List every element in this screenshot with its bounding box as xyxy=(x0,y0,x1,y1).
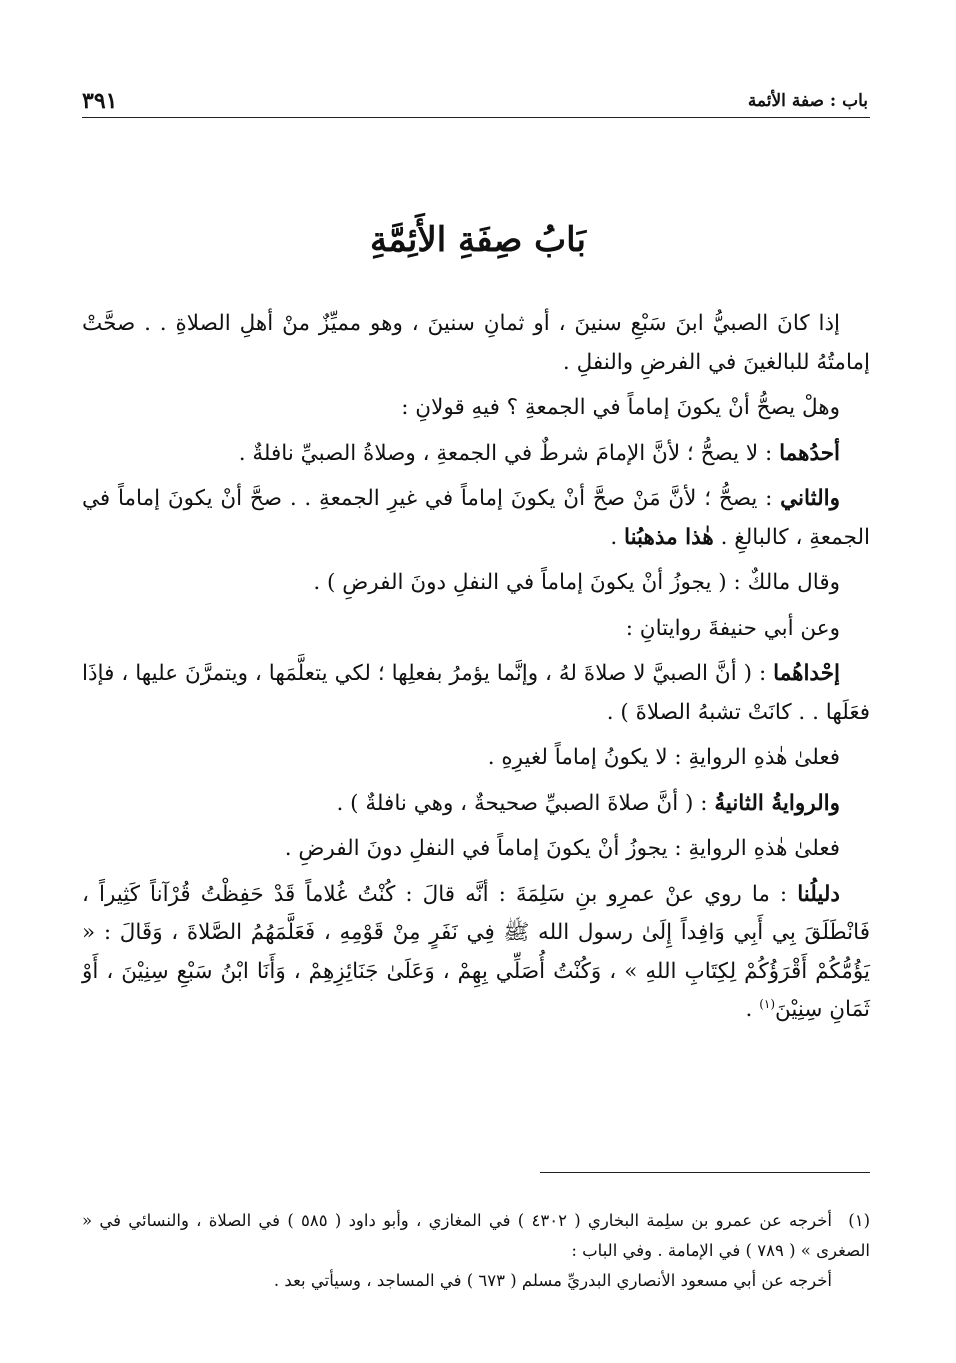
paragraph-text: فعلىٰ هٰذهِ الروايةِ : لا يكونُ إماماً لغيرِهِ . xyxy=(487,745,840,770)
label-riwaya2: والروايةُ الثانيةُ xyxy=(714,790,840,816)
footnote xyxy=(82,1206,870,1266)
paragraph-text: ( أنَّ الصبيَّ لا صلاةَ لهُ ، وإنَّما يؤمرُ بفعلِها ؛ لكي يتعلَّمَها ، ويتمرَّنَ عليها ، فإذَا فعَلَها . . كانَتْ تشبهُ الصلاةَ ) . xyxy=(82,661,870,725)
footnote-marker: (١) xyxy=(848,1211,870,1230)
madhab-statement: هٰذا مذهبُنا xyxy=(624,524,714,550)
paragraph xyxy=(82,739,870,778)
label-dalil: دليلُنا xyxy=(797,881,840,907)
paragraph-text: : ما روي عنْ عمرِو بنِ سَلِمَةَ : أنَّه قالَ : كُنْتُ غُلاماً قَدْ حَفِظْتُ قُرْآناً كَثِيراً ، فَانْطَلَقَ بِي أَبِي وَافِداً إِلَىٰ رسول الله ﷺ فِي نَفَرٍ مِنْ قَوْمِهِ ، فَعَلَّمَهُمُ الصَّلاةَ ، وَقَالَ : « يَؤُمُّكُمْ أَقْرَؤُكُمْ لِكِتَابِ اللهِ » ، وَكُنْتُ أُصَلِّي بِهِمْ ، وَعَلَىٰ جَنَائِزِهِمْ ، وَأَنَا ابْنُ سَبْعِ سِنِيْنَ ، أَوْ ثَمَانِ سِنِيْنَ xyxy=(82,881,870,1022)
paragraph-text: وهلْ يصحُّ أنْ يكونَ إماماً في الجمعةِ ؟ فيهِ قولانِ : xyxy=(401,395,840,420)
paragraph-text: يصحُّ ؛ لأنَّ مَنْ صحَّ أنْ يكونَ إماماً في غيرِ الجمعةِ . . صحَّ أنْ يكونَ إماماً في الجمعةِ ، كالبالغِ . xyxy=(82,486,870,550)
footnote-text: أخرجه عن عمرو بن سلِمة البخاري ( ٤٣٠٢ ) في المغازي ، وأبو داود ( ٥٨٥ ) في الصلاة ، والنسائي في « الصغرى » ( ٧٨٩ ) في الإمامة . وفي الباب : xyxy=(82,1211,870,1260)
paragraph-text: وقال مالكٌ : ( يجوزُ أنْ يكونَ إماماً في النفلِ دونَ الفرضِ ) . xyxy=(313,570,840,595)
paragraph-text: إذا كانَ الصبيُّ ابنَ سَبْعِ سنينَ ، أو ثمانِ سنينَ ، وهو مميِّزٌ منْ أهلِ الصلاةِ . . صحَّتْ إمامتُهُ للبالغينَ في الفرضِ والنفلِ . xyxy=(82,311,870,375)
paragraph xyxy=(82,785,870,824)
paragraph: أحدُهما : لا يصحُّ ؛ لأنَّ الإمامَ شرطٌ في الجمعةِ ، وصلاةُ الصبيِّ نافلةٌ . xyxy=(238,440,840,466)
header-chapter-title: باب : صفة الأئمة xyxy=(747,91,868,111)
running-header xyxy=(82,88,868,114)
paragraph-text: وعن أبي حنيفةَ روايتانِ : xyxy=(625,615,840,641)
paragraph-text: فعلىٰ هٰذهِ الروايةِ : يجوزُ أنْ يكونَ إماماً في النفلِ دونَ الفرضِ . xyxy=(284,836,840,861)
footnote-continuation xyxy=(82,1266,870,1296)
page-number: ٣٩١ xyxy=(82,88,118,114)
paragraph-end: . xyxy=(745,997,753,1022)
header-rule xyxy=(82,117,870,118)
paragraph xyxy=(82,389,870,428)
label-ikhdahuma: إحْداهُما xyxy=(773,661,840,686)
chapter-title: بَابُ صِفَةِ الأَئِمَّةِ xyxy=(370,220,586,260)
paragraph xyxy=(82,876,870,1030)
footnote-rule xyxy=(540,1172,870,1173)
paragraph-text: لا يصحُّ ؛ لأنَّ الإمامَ شرطٌ في الجمعةِ ، وصلاةُ الصبيِّ نافلةٌ . xyxy=(238,440,759,466)
paragraph: والثاني : يصحُّ ؛ لأنَّ مَنْ صحَّ أنْ يكونَ إماماً في غيرِ الجمعةِ . . صحَّ أنْ يكونَ إماماً في الجمعةِ ، كالبالغِ . هٰذا مذهبُنا . xyxy=(82,486,870,550)
paragraph-text: : ( أنَّ صلاةَ الصبيِّ صحيحةٌ ، وهي نافلةٌ ) . xyxy=(336,790,708,816)
footnotes xyxy=(82,1206,870,1296)
label-second: والثاني xyxy=(780,486,840,511)
paragraph xyxy=(82,610,870,649)
paragraph xyxy=(82,564,870,603)
footnote-reference[interactable]: (١) xyxy=(759,996,776,1011)
paragraph xyxy=(82,830,870,869)
footnote-text: أخرجه عن أبي مسعود الأنصاري البدريِّ مسلم ( ٦٧٣ ) في المساجد ، وسيأتي بعد . xyxy=(273,1271,832,1290)
label-first: أحدُهما xyxy=(779,440,840,466)
body-text xyxy=(82,305,870,1037)
paragraph: إحْداهُما : ( أنَّ الصبيَّ لا صلاةَ لهُ ، وإنَّما يؤمرُ بفعلِها ؛ لكي يتعلَّمَها ، ويتمرَّنَ عليها ، فإذَا فعَلَها . . كانَتْ تشبهُ الصلاةَ ) . xyxy=(82,661,870,725)
paragraph xyxy=(82,305,870,382)
